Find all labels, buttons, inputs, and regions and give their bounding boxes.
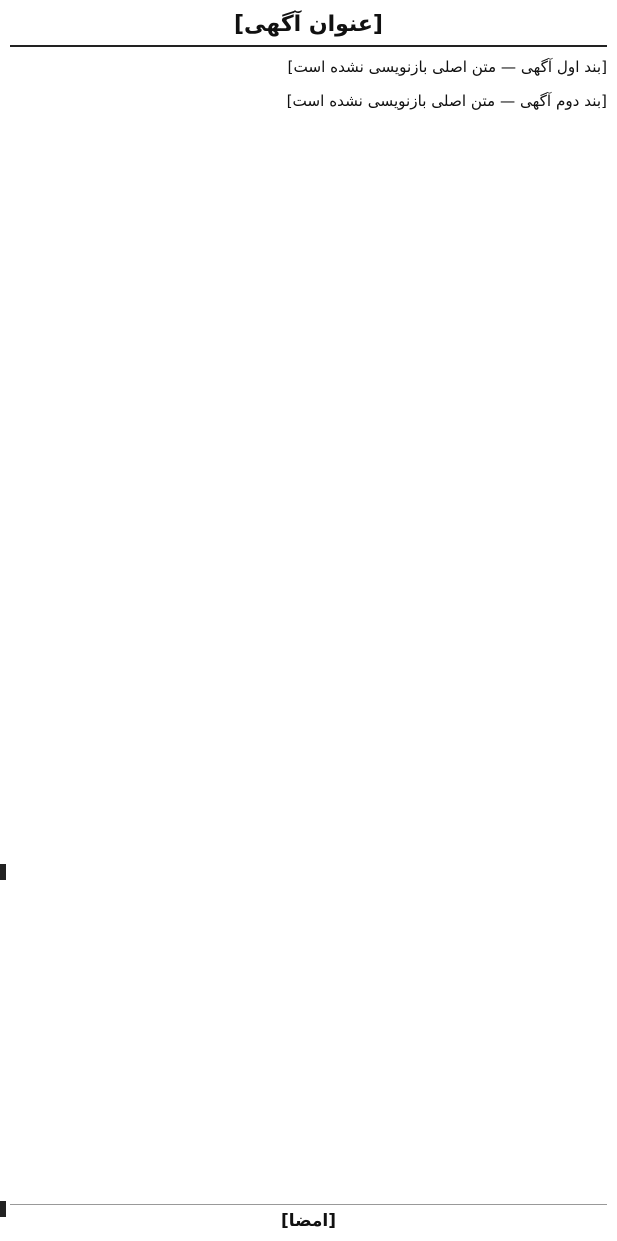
page-edge-marker	[0, 864, 6, 880]
notice-signature: [امضا]	[10, 1204, 607, 1231]
notice-paragraph-1: [بند اول آگهی — متن اصلی بازنویسی نشده است]	[287, 58, 607, 76]
notice-title: [عنوان آگهی]	[10, 8, 607, 47]
page-edge-marker	[0, 1201, 6, 1217]
notice-paragraph-2: [بند دوم آگهی — متن اصلی بازنویسی نشده است]	[286, 92, 607, 111]
